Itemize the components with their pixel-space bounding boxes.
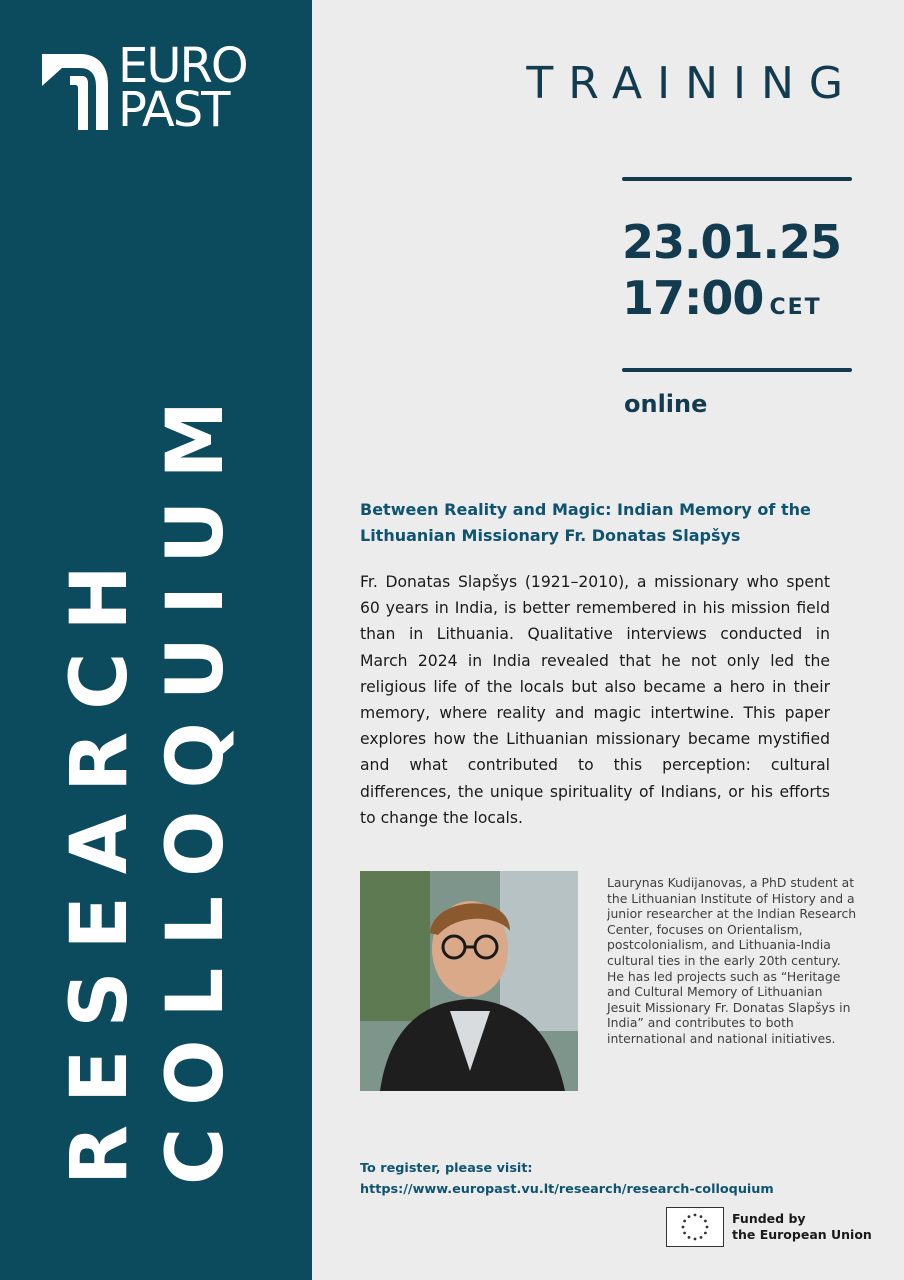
divider-bottom (622, 368, 852, 372)
event-type: TRAINING (526, 58, 858, 109)
registration (360, 1158, 774, 1200)
speaker-photo (360, 871, 578, 1091)
vertical-title (52, 379, 244, 1185)
registration-link[interactable]: https://www.europast.vu.lt/research/research-colloquium (360, 1182, 774, 1197)
event-mode: online (624, 390, 708, 418)
speaker-portrait-illustration (360, 871, 578, 1091)
date-time-block (622, 214, 882, 336)
event-timezone: CET (769, 295, 822, 320)
vertical-title-line1: RESEARCH (55, 543, 145, 1185)
event-date: 23.01.25 (622, 215, 841, 269)
vertical-title-line2: COLLOQUIUM (151, 378, 241, 1185)
sidebar (0, 0, 312, 1280)
event-time-line (622, 270, 882, 336)
europast-logo-icon (40, 46, 112, 130)
talk-title: Between Reality and Magic: Indian Memory of the Lithuanian Missionary Fr. Donatas Slapšys (360, 500, 811, 545)
speaker-bio: Laurynas Kudijanovas, a PhD student at the Lithuanian Institute of History and a junior researcher at the Indian Research Center, focuses on Orientalism, postcolonialism, and Lithuania-India cultural ties in the early 20th century. He has led projects such as “Heritage and Cultural Memory of Lithuanian Jesuit Missionary Fr. Donatas Slapšys in India” and contributes to both international and national initiatives. (607, 875, 857, 1046)
event-time: 17:00 (622, 271, 764, 325)
talk-abstract: Fr. Donatas Slapšys (1921–2010), a missionary who spent 60 years in India, is better remembered in his mission field than in Lithuania. Qualitative interviews conducted in March 2024 in India revealed that he not only led the religious life of the locals but also became a hero in their memory, where reality and magic intertwine. This paper explores how the Lithuanian missionary became mystified and what contributed to this perception: cultural differences, the unique spirituality of Indians, or his efforts to change the locals. (360, 573, 830, 827)
logo-wordmark: EURO PAST (118, 38, 247, 138)
divider-top (622, 177, 852, 181)
funding-text: Funded by the European Union (732, 1211, 872, 1242)
registration-label: To register, please visit: (360, 1161, 533, 1176)
eu-flag-icon (666, 1207, 724, 1247)
funding-badge (666, 1207, 872, 1247)
